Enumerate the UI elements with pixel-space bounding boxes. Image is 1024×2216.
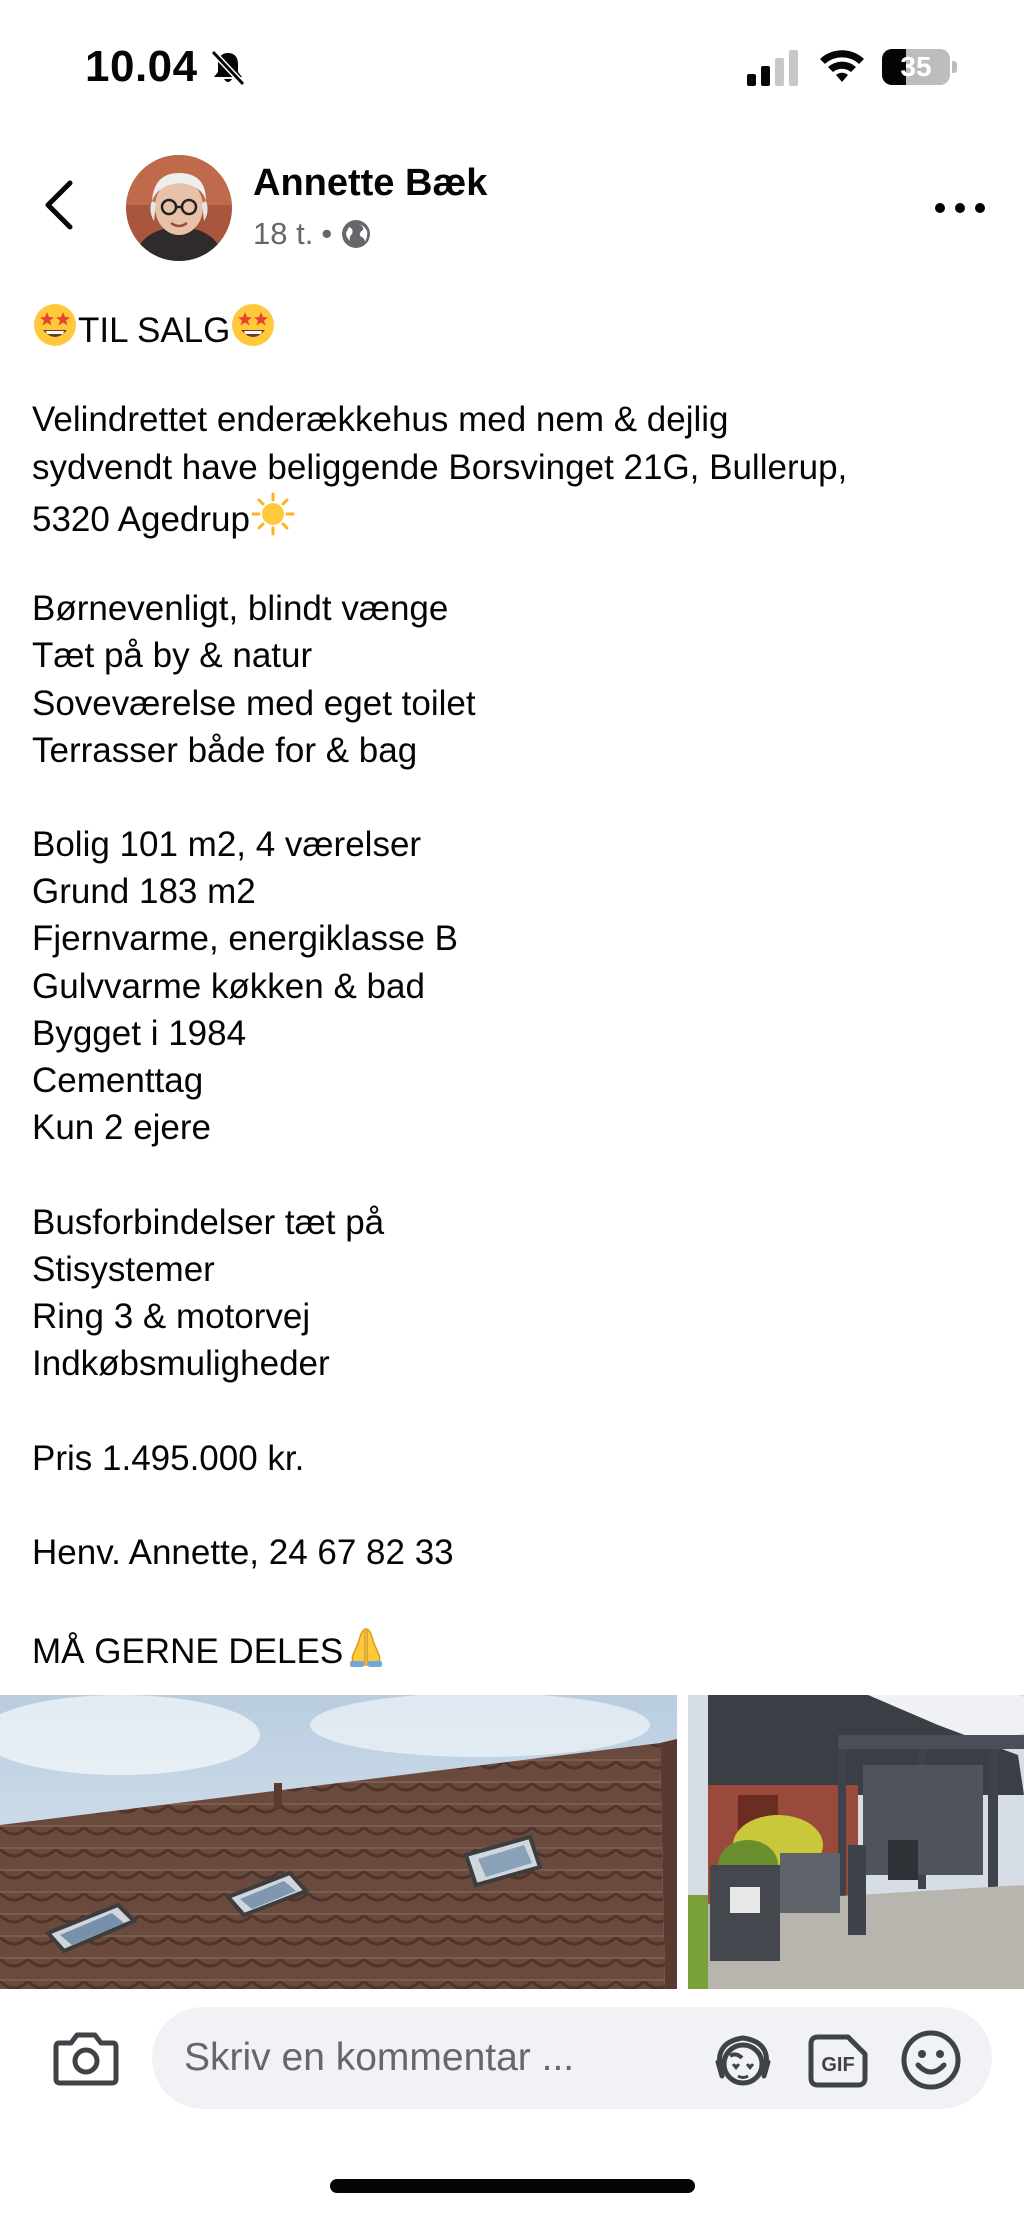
fact-line: Bolig 101 m2, 4 værelser [32, 825, 422, 865]
back-button[interactable] [38, 175, 82, 235]
meta-separator: • [321, 216, 333, 251]
gif-button[interactable] [808, 2034, 868, 2088]
surroundings-line: Busforbindelser tæt på [32, 1202, 385, 1242]
photo-strip [0, 1695, 1024, 1989]
wifi-icon [817, 46, 867, 86]
star-struck-emoji [32, 302, 78, 348]
fact-line: Fjernvarme, energiklasse B [32, 919, 458, 959]
intro-line: sydvendt have beliggende Borsvinget 21G, Bullerup, [32, 447, 848, 487]
fact-line: Bygget i 1984 [32, 1013, 247, 1053]
comment-input[interactable] [184, 2033, 684, 2083]
smiley-icon[interactable] [900, 2029, 962, 2091]
post-text [32, 302, 1007, 1670]
fact-line: Grund 183 m2 [32, 872, 256, 912]
contact-line: Henv. Annette, 24 67 82 33 [32, 1532, 454, 1572]
intro-line-address: 5320 Agedrup [32, 491, 1007, 538]
status-time: 10.04 [85, 42, 198, 91]
globe-icon [340, 218, 372, 250]
surroundings-line: Ring 3 & motorvej [32, 1296, 311, 1336]
post-timestamp[interactable]: 18 t. [253, 216, 314, 251]
gif-label: GIF [821, 2054, 855, 2076]
camera-icon[interactable] [53, 2027, 119, 2087]
surroundings-line: Indkøbsmuligheder [32, 1344, 330, 1384]
intro-line: Velindrettet enderækkehus med nem & dejlig [32, 400, 729, 440]
photo-roof[interactable] [0, 1695, 677, 1989]
battery-icon [882, 49, 958, 85]
cellular-signal-icon [747, 50, 799, 86]
surroundings-line: Stisystemer [32, 1249, 215, 1289]
more-options-button[interactable] [930, 188, 990, 228]
post-title-text: TIL SALG [78, 311, 231, 350]
share-request-line: MÅ GERNE DELES [32, 1623, 1007, 1670]
fact-line: Gulvvarme køkken & bad [32, 966, 425, 1006]
price-line: Pris 1.495.000 kr. [32, 1438, 305, 1478]
home-indicator [330, 2179, 695, 2193]
feature-line: Børnevenligt, blindt vænge [32, 589, 449, 629]
post-meta [253, 216, 372, 252]
sun-emoji [250, 491, 296, 537]
post-title [32, 302, 1007, 349]
feature-line: Tæt på by & natur [32, 636, 313, 676]
folded-hands-emoji [343, 1623, 389, 1669]
feature-line: Terrasser både for & bag [32, 730, 418, 770]
battery-percent: 35 [900, 51, 932, 82]
bell-slash-icon [208, 48, 248, 88]
star-struck-emoji [230, 302, 276, 348]
author-name[interactable]: Annette Bæk [253, 162, 488, 204]
fact-line: Cementtag [32, 1061, 204, 1100]
avatar-sticker-icon[interactable] [710, 2032, 776, 2088]
status-bar [0, 0, 1024, 130]
comment-field[interactable] [152, 2007, 992, 2109]
photo-house[interactable] [688, 1695, 1024, 1989]
feature-line: Soveværelse med eget toilet [32, 683, 476, 723]
fact-line: Kun 2 ejere [32, 1108, 212, 1148]
avatar[interactable] [126, 155, 232, 261]
